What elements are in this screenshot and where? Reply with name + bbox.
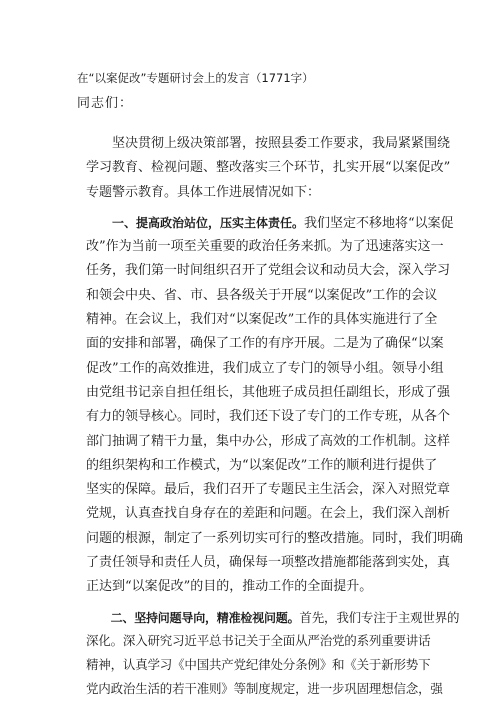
intro-line: 坚决贯彻上级决策部署，按照县委工作要求，我局紧紧围绕: [86, 136, 451, 151]
section-1-line: 有力的领导核心。同时，我们还下设了专门的工作专班，从各个: [86, 409, 451, 425]
section-1-paragraph: [86, 211, 464, 600]
section-1-line: 党规，认真查找自身存在的差距和问题。在会上，我们深入剖析: [86, 506, 451, 522]
document-body: [86, 132, 464, 701]
intro-line: 学习教育、检视问题、整改落实三个环节，扎实开展“以案促改”: [86, 160, 451, 176]
section-2-line: 党内政治生活的若干准则》等制度规定，进一步巩固理想信念，强: [86, 681, 443, 697]
section-1-line: 的组织架构和工作模式，为“以案促改”工作的顺利进行提供了: [86, 457, 438, 473]
section-2-line: 精神，认真学习《中国共产党纪律处分条例》和《关于新形势下: [86, 657, 431, 673]
section-1-line: 问题的根源，制定了一系列切实可行的整改措施。同时，我们明确: [86, 530, 464, 546]
section-2-first-tail: 首先，我们专注于主观世界的: [299, 609, 460, 625]
section-1-line: 正达到“以案促改”的目的，推动工作的全面提升。: [86, 579, 373, 595]
section-1-line: 和领会中央、省、市、县各级关于开展“以案促改”工作的会议: [86, 287, 438, 303]
section-1-line: 任务，我们第一时间组织召开了党组会议和动员大会，深入学习: [86, 263, 451, 279]
section-1-first-tail: 我们坚定不移地将“以案促: [304, 215, 454, 231]
section-2-heading: 二、坚持问题导向，精准检视问题。: [110, 610, 300, 625]
section-1-line: 面的安排和部署，确保了工作的有序开展。二是为了确保“以案: [86, 336, 444, 352]
section-2-line: 深化。深入研究习近平总书记关于全面从严治党的系列重要讲话: [86, 633, 431, 649]
section-1-line: 坚实的保障。最后，我们召开了专题民主生活会，深入对照党章: [86, 482, 451, 498]
section-1-heading: 一、提高政治站位，压实主体责任。: [112, 215, 305, 230]
intro-paragraph: [86, 132, 451, 205]
section-2-paragraph: [86, 606, 460, 701]
section-1-line: 促改”工作的高效推进，我们成立了专门的领导小组。领导小组: [86, 360, 444, 376]
section-2-first-line: [86, 606, 460, 630]
section-1-line: 了责任领导和责任人员，确保每一项整改措施都能落到实处，真: [86, 555, 451, 571]
section-1-line: 部门抽调了精干力量，集中办公，形成了高效的工作机制。这样: [86, 433, 451, 449]
intro-line: 专题警示教育。具体工作进展情况如下：: [86, 184, 321, 200]
section-1-line: 精神。在会议上，我们对“以案促改”工作的具体实施进行了全: [86, 312, 438, 328]
section-1-line: 改”作为当前一项至关重要的政治任务来抓。为了迅速落实这一: [86, 239, 444, 255]
salutation: 同志们：: [77, 96, 134, 111]
document-title: 在“以案促改”专题研讨会上的发言（1771字）: [77, 71, 314, 85]
section-1-first-line: [86, 211, 454, 235]
section-1-line: 由党组书记亲自担任组长，其他班子成员担任副组长，形成了强: [86, 384, 451, 400]
